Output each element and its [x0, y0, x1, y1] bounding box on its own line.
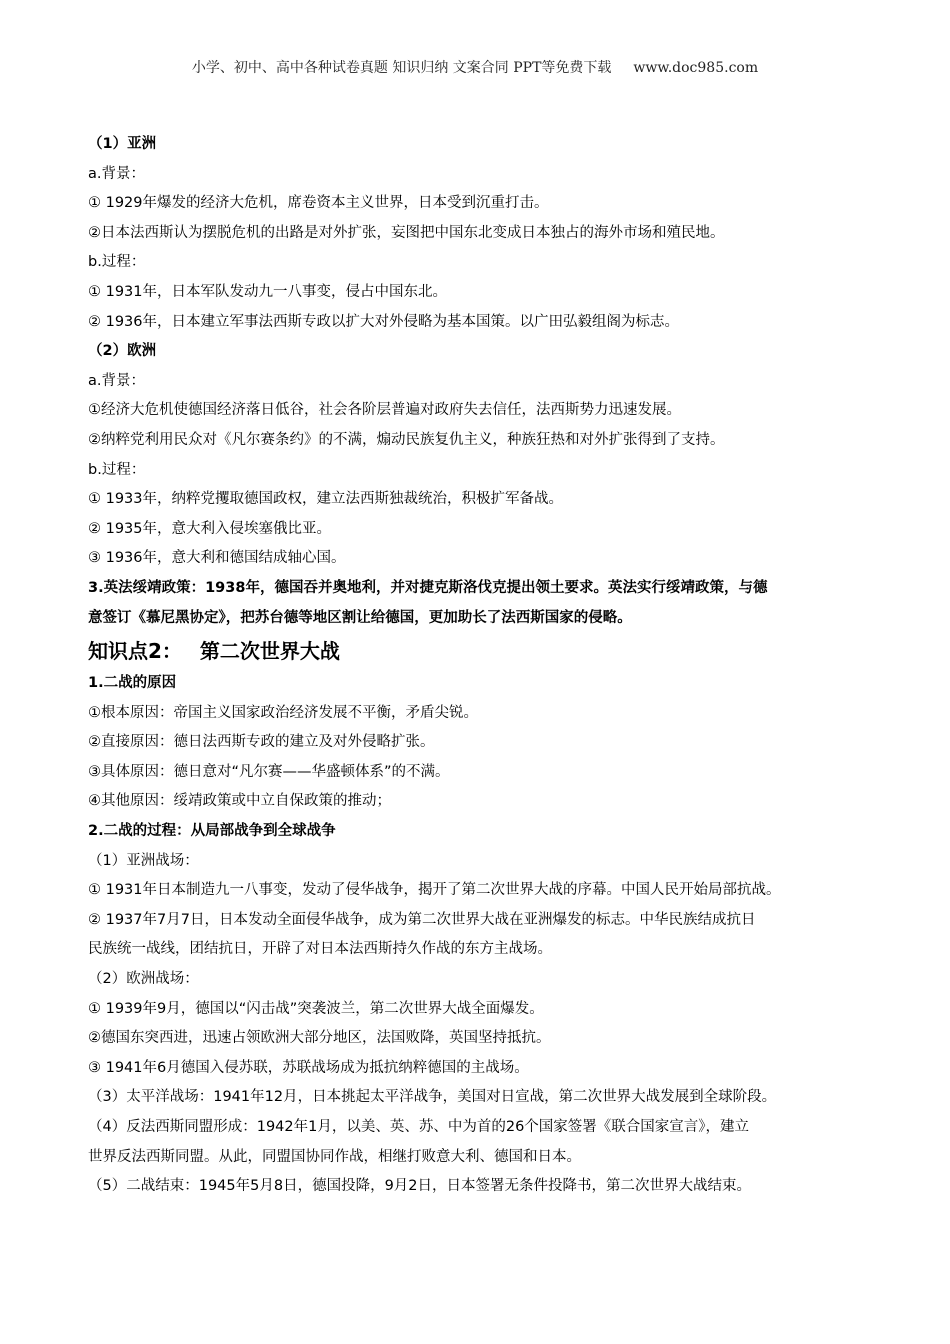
- heading-label: 知识点2：: [88, 639, 182, 664]
- europe-process-item: ① 1933年，纳粹党攫取德国政权，建立法西斯独裁统治，积极扩军备战。: [88, 491, 564, 508]
- header-text: 小学、初中、高中各种试卷真题 知识归纳 文案合同 PPT等免费下载: [191, 60, 612, 76]
- asia-process-item: ① 1931年，日本军队发动九一八事变，侵占中国东北。: [88, 283, 448, 300]
- cause-item: ①根本原因：帝国主义国家政治经济发展不平衡，矛盾尖锐。: [88, 704, 478, 721]
- appeasement-policy: 3.英法绥靖政策：1938年，德国吞并奥地利，并对捷克斯洛伐克提出领土要求。英法实行绥靖政策，与德: [88, 579, 768, 596]
- europe-background-label: a.背景：: [88, 372, 145, 389]
- asia-process-label: b.过程：: [88, 254, 146, 271]
- asia-background-label: a.背景：: [88, 165, 145, 182]
- europe-front-item: ① 1939年9月，德国以“闪击战”突袭波兰，第二次世界大战全面爆发。: [88, 1000, 544, 1017]
- alliance-formation-cont: 世界反法西斯同盟。从此，同盟国协同作战，相继打败意大利、德国和日本。: [88, 1148, 581, 1165]
- knowledge-point-2-heading: [88, 633, 888, 669]
- alliance-formation: （4）反法西斯同盟形成：1942年1月，以美、英、苏、中为首的26个国家签署《联合国家宣言》，建立: [88, 1119, 750, 1135]
- asia-title: （1）亚洲: [88, 136, 157, 152]
- europe-front-item: ②德国东突西进，迅速占领欧洲大部分地区，法国败降，英国坚持抵抗。: [88, 1030, 551, 1047]
- asia-front-item: ② 1937年7月7日，日本发动全面侵华战争，成为第二次世界大战在亚洲爆发的标志。中华民族结成抗日: [88, 911, 756, 928]
- cause-item: ②直接原因：德日法西斯专政的建立及对外侵略扩张。: [88, 734, 435, 751]
- heading-title: 第二次世界大战: [199, 639, 340, 664]
- process-title: 2.二战的过程：从局部战争到全球战争: [88, 823, 336, 840]
- appeasement-policy-cont: 意签订《慕尼黑协定》，把苏台德等地区割让给德国，更加助长了法西斯国家的侵略。: [88, 609, 632, 626]
- document-body: [88, 130, 888, 1202]
- europe-title: （2）欧洲: [88, 343, 157, 360]
- war-end: （5）二战结束：1945年5月8日，德国投降，9月2日，日本签署无条件投降书，第二次世界大战结束。: [88, 1178, 752, 1195]
- europe-process-item: ② 1935年，意大利入侵埃塞俄比亚。: [88, 520, 332, 537]
- asia-front-item: ① 1931年日本制造九一八事变，发动了侵华战争，揭开了第二次世界大战的序幕。中国人民开始局部抗战。: [88, 882, 781, 899]
- pacific-front: （3）太平洋战场：1941年12月，日本挑起太平洋战争，美国对日宣战，第二次世界大战发展到全球阶段。: [88, 1089, 777, 1106]
- cause-item: ③具体原因：德日意对“凡尔赛——华盛顿体系”的不满。: [88, 763, 450, 780]
- causes-title: 1.二战的原因: [88, 675, 177, 692]
- asia-background-item: ① 1929年爆发的经济大危机，席卷资本主义世界，日本受到沉重打击。: [88, 195, 549, 212]
- europe-background-item: ②纳粹党利用民众对《凡尔赛条约》的不满，煽动民族复仇主义，种族狂热和对外扩张得到了支持。: [88, 431, 725, 448]
- europe-process-item: ③ 1936年，意大利和德国结成轴心国。: [88, 550, 346, 567]
- header-url[interactable]: www.doc985.com: [633, 60, 759, 76]
- europe-background-item: ①经济大危机使德国经济落日低谷，社会各阶层普遍对政府失去信任，法西斯势力迅速发展。: [88, 402, 681, 419]
- europe-front-title: （2）欧洲战场：: [88, 971, 199, 988]
- asia-process-item: ② 1936年，日本建立军事法西斯专政以扩大对外侵略为基本国策。以广田弘毅组阁为标志。: [88, 313, 680, 330]
- asia-front-title: （1）亚洲战场：: [88, 852, 199, 869]
- page-header: [0, 57, 950, 77]
- cause-item: ④其他原因：绥靖政策或中立自保政策的推动；: [88, 793, 391, 810]
- europe-front-item: ③ 1941年6月德国入侵苏联，苏联战场成为抵抗纳粹德国的主战场。: [88, 1059, 529, 1076]
- europe-process-label: b.过程：: [88, 461, 146, 478]
- asia-front-item-cont: 民族统一战线，团结抗日，开辟了对日本法西斯持久作战的东方主战场。: [88, 941, 552, 958]
- asia-background-item: ②日本法西斯认为摆脱危机的出路是对外扩张，妄图把中国东北变成日本独占的海外市场和殖民地。: [88, 224, 725, 241]
